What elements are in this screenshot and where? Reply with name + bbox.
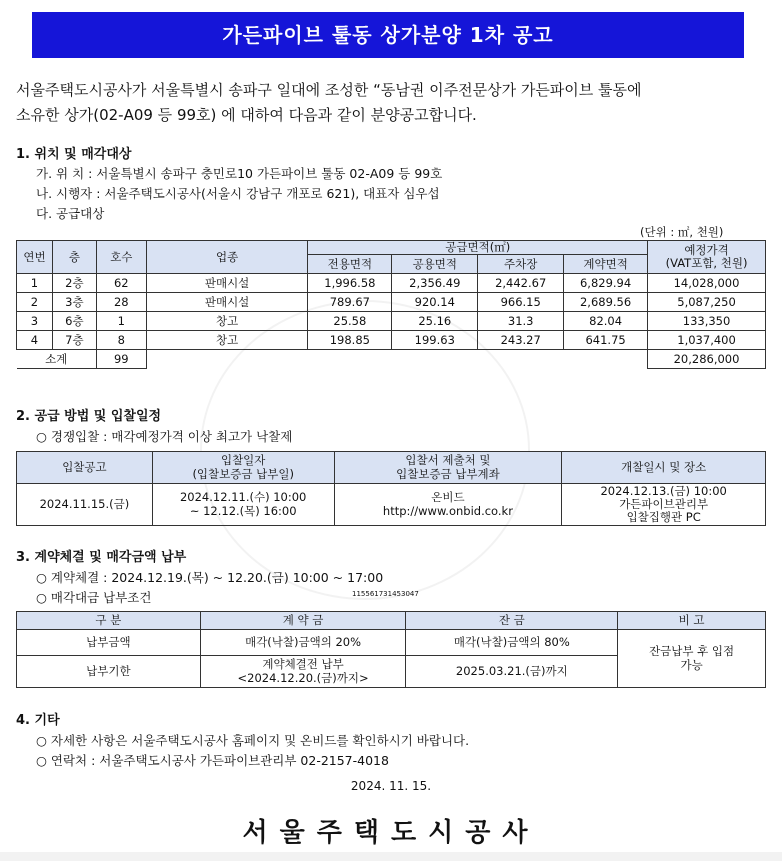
cell-parking: 2,442.67 bbox=[478, 274, 564, 293]
doc-code: 115561731453047 bbox=[352, 590, 419, 598]
cell-parking: 243.27 bbox=[478, 331, 564, 350]
cell-contract: 6,829.94 bbox=[564, 274, 648, 293]
col-header-price bbox=[648, 241, 766, 274]
col-header-parking: 주차장 bbox=[478, 255, 564, 274]
cell-floor: 2층 bbox=[52, 274, 96, 293]
cell-common: 199.63 bbox=[392, 331, 478, 350]
payment-line: ○ 매각대금 납부조건 bbox=[36, 590, 152, 605]
location-line: 가. 위 치 : 서울특별시 송파구 충민로10 가든파이브 툴동 02-A09 등 99호 bbox=[36, 166, 443, 181]
cell-units: 62 bbox=[96, 274, 146, 293]
price-header-sub: (VAT포함, 천원) bbox=[665, 256, 748, 271]
submit-header-main: 입찰서 제출처 및 bbox=[405, 453, 491, 468]
cell-exclusive: 789.67 bbox=[308, 293, 392, 312]
col-header-exclusive: 전용면적 bbox=[308, 255, 392, 274]
cell-floor: 3층 bbox=[52, 293, 96, 312]
payment-table bbox=[16, 611, 766, 688]
open-info bbox=[562, 484, 766, 526]
cell-units: 28 bbox=[96, 293, 146, 312]
cell-no: 2 bbox=[17, 293, 53, 312]
subtotal-label: 소계 bbox=[17, 350, 97, 369]
col-header-area: 공급면적(㎡) bbox=[308, 241, 648, 255]
col-header-type: 업종 bbox=[146, 241, 308, 274]
cell-contract: 2,689.56 bbox=[564, 293, 648, 312]
cell-floor: 6층 bbox=[52, 312, 96, 331]
note-line: 가능 bbox=[680, 657, 703, 672]
balance-deadline: 2025.03.21.(금)까지 bbox=[406, 656, 618, 688]
submit-place bbox=[334, 484, 562, 526]
col-header-common: 공용면적 bbox=[392, 255, 478, 274]
col-header-category: 구 분 bbox=[17, 612, 201, 630]
submit-name: 온비드 bbox=[431, 490, 465, 505]
bid-date-header-sub: (입찰보증금 납부일) bbox=[192, 466, 294, 481]
cell-price: 133,350 bbox=[648, 312, 766, 331]
col-header-notice: 입찰공고 bbox=[17, 452, 153, 484]
col-header-contract: 계약면적 bbox=[564, 255, 648, 274]
col-header-submit bbox=[334, 452, 562, 484]
col-header-no: 연번 bbox=[17, 241, 53, 274]
notice-date: 2024.11.15.(금) bbox=[17, 484, 153, 526]
note-line: 잔금납부 후 입점 bbox=[649, 644, 735, 659]
table-row bbox=[17, 274, 766, 293]
cell-price: 1,037,400 bbox=[648, 331, 766, 350]
notice-title: 가든파이브 툴동 상가분양 1차 공고 bbox=[32, 12, 744, 58]
col-header-balance: 잔 금 bbox=[406, 612, 618, 630]
method-line: ○ 경쟁입찰 : 매각예정가격 이상 최고가 낙찰제 bbox=[36, 429, 293, 444]
cell-common: 2,356.49 bbox=[392, 274, 478, 293]
amount-label: 납부금액 bbox=[17, 630, 201, 656]
cell-exclusive: 198.85 bbox=[308, 331, 392, 350]
supply-table bbox=[16, 240, 766, 369]
cell-price: 14,028,000 bbox=[648, 274, 766, 293]
deposit-deadline bbox=[200, 656, 406, 688]
deposit-deadline-date: <2024.12.20.(금)까지> bbox=[237, 670, 369, 685]
col-header-deposit: 계 약 금 bbox=[200, 612, 406, 630]
cell-type: 창고 bbox=[146, 312, 308, 331]
bid-date bbox=[152, 484, 334, 526]
subtotal-empty bbox=[146, 350, 647, 369]
subtotal-row bbox=[17, 350, 766, 369]
target-line: 다. 공급대상 bbox=[36, 206, 105, 221]
bid-date-header-main: 입찰일자 bbox=[220, 453, 266, 468]
cell-type: 판매시설 bbox=[146, 293, 308, 312]
cell-parking: 31.3 bbox=[478, 312, 564, 331]
notice-date-footer: 2024. 11. 15. bbox=[350, 779, 432, 793]
contact-line: ○ 연락처 : 서울주택도시공사 가든파이브관리부 02-2157-4018 bbox=[36, 753, 389, 768]
cell-price: 5,087,250 bbox=[648, 293, 766, 312]
cell-exclusive: 1,996.58 bbox=[308, 274, 392, 293]
cell-no: 4 bbox=[17, 331, 53, 350]
cell-type: 판매시설 bbox=[146, 274, 308, 293]
col-header-floor: 층 bbox=[52, 241, 96, 274]
col-header-note: 비 고 bbox=[618, 612, 766, 630]
bid-date-start: 2024.12.11.(수) 10:00 bbox=[179, 490, 307, 505]
open-department: 가든파이브관리부 bbox=[619, 496, 709, 511]
intro-paragraph bbox=[16, 78, 766, 128]
col-header-open: 개찰일시 및 장소 bbox=[562, 452, 766, 484]
submit-header-sub: 입찰보증금 납부계좌 bbox=[396, 466, 500, 481]
intro-line: 소유한 상가(02-A09 등 99호) 에 대하여 다음과 같이 분양공고합니다. bbox=[16, 106, 477, 124]
cell-no: 1 bbox=[17, 274, 53, 293]
table-row bbox=[17, 331, 766, 350]
cell-parking: 966.15 bbox=[478, 293, 564, 312]
open-datetime: 2024.12.13.(금) 10:00 bbox=[600, 483, 727, 498]
cell-units: 8 bbox=[96, 331, 146, 350]
deposit-amount: 매각(낙찰)금액의 20% bbox=[200, 630, 406, 656]
deadline-label: 납부기한 bbox=[17, 656, 201, 688]
cell-common: 920.14 bbox=[392, 293, 478, 312]
detail-line: ○ 자세한 사항은 서울주택도시공사 홈페이지 및 온비드를 확인하시기 바랍니다. bbox=[36, 733, 470, 748]
section3-heading: 3. 계약체결 및 매각금액 납부 bbox=[16, 550, 187, 565]
price-header-main: 예정가격 bbox=[684, 242, 729, 257]
intro-line: 서울주택도시공사가 서울특별시 송파구 일대에 조성한 “동남권 이주전문상가 가든파이브 툴동에 bbox=[16, 81, 642, 99]
section2-heading: 2. 공급 방법 및 입찰일정 bbox=[16, 409, 162, 424]
cell-no: 3 bbox=[17, 312, 53, 331]
operator-line: 나. 시행자 : 서울주택도시공사(서울시 강남구 개포로 621), 대표자 심우섭 bbox=[36, 186, 440, 201]
submit-url: http://www.onbid.co.kr bbox=[382, 503, 513, 518]
open-place: 입찰집행관 PC bbox=[626, 510, 701, 525]
unit-note: (단위 : ㎡, 천원) bbox=[640, 225, 724, 239]
cell-contract: 641.75 bbox=[564, 331, 648, 350]
section1-heading: 1. 위치 및 매각대상 bbox=[16, 147, 132, 162]
bid-schedule-table bbox=[16, 451, 766, 526]
table-row bbox=[17, 293, 766, 312]
deposit-deadline-line: 계약체결전 납부 bbox=[262, 657, 344, 672]
cell-floor: 7층 bbox=[52, 331, 96, 350]
contract-line: ○ 계약체결 : 2024.12.19.(목) ~ 12.20.(금) 10:00 ~ 17:00 bbox=[36, 570, 384, 585]
cell-units: 1 bbox=[96, 312, 146, 331]
section4-heading: 4. 기타 bbox=[16, 713, 60, 728]
col-header-bid-date bbox=[152, 452, 334, 484]
table-row bbox=[17, 312, 766, 331]
cell-type: 창고 bbox=[146, 331, 308, 350]
col-header-units: 호수 bbox=[96, 241, 146, 274]
payment-note bbox=[618, 630, 766, 688]
bid-date-end: ~ 12.12.(목) 16:00 bbox=[189, 503, 297, 518]
subtotal-units: 99 bbox=[96, 350, 146, 369]
balance-amount: 매각(낙찰)금액의 80% bbox=[406, 630, 618, 656]
subtotal-price: 20,286,000 bbox=[648, 350, 766, 369]
page-bottom-strip bbox=[0, 852, 782, 861]
cell-exclusive: 25.58 bbox=[308, 312, 392, 331]
cell-contract: 82.04 bbox=[564, 312, 648, 331]
organization-name: 서울주택도시공사 bbox=[242, 818, 540, 848]
cell-common: 25.16 bbox=[392, 312, 478, 331]
